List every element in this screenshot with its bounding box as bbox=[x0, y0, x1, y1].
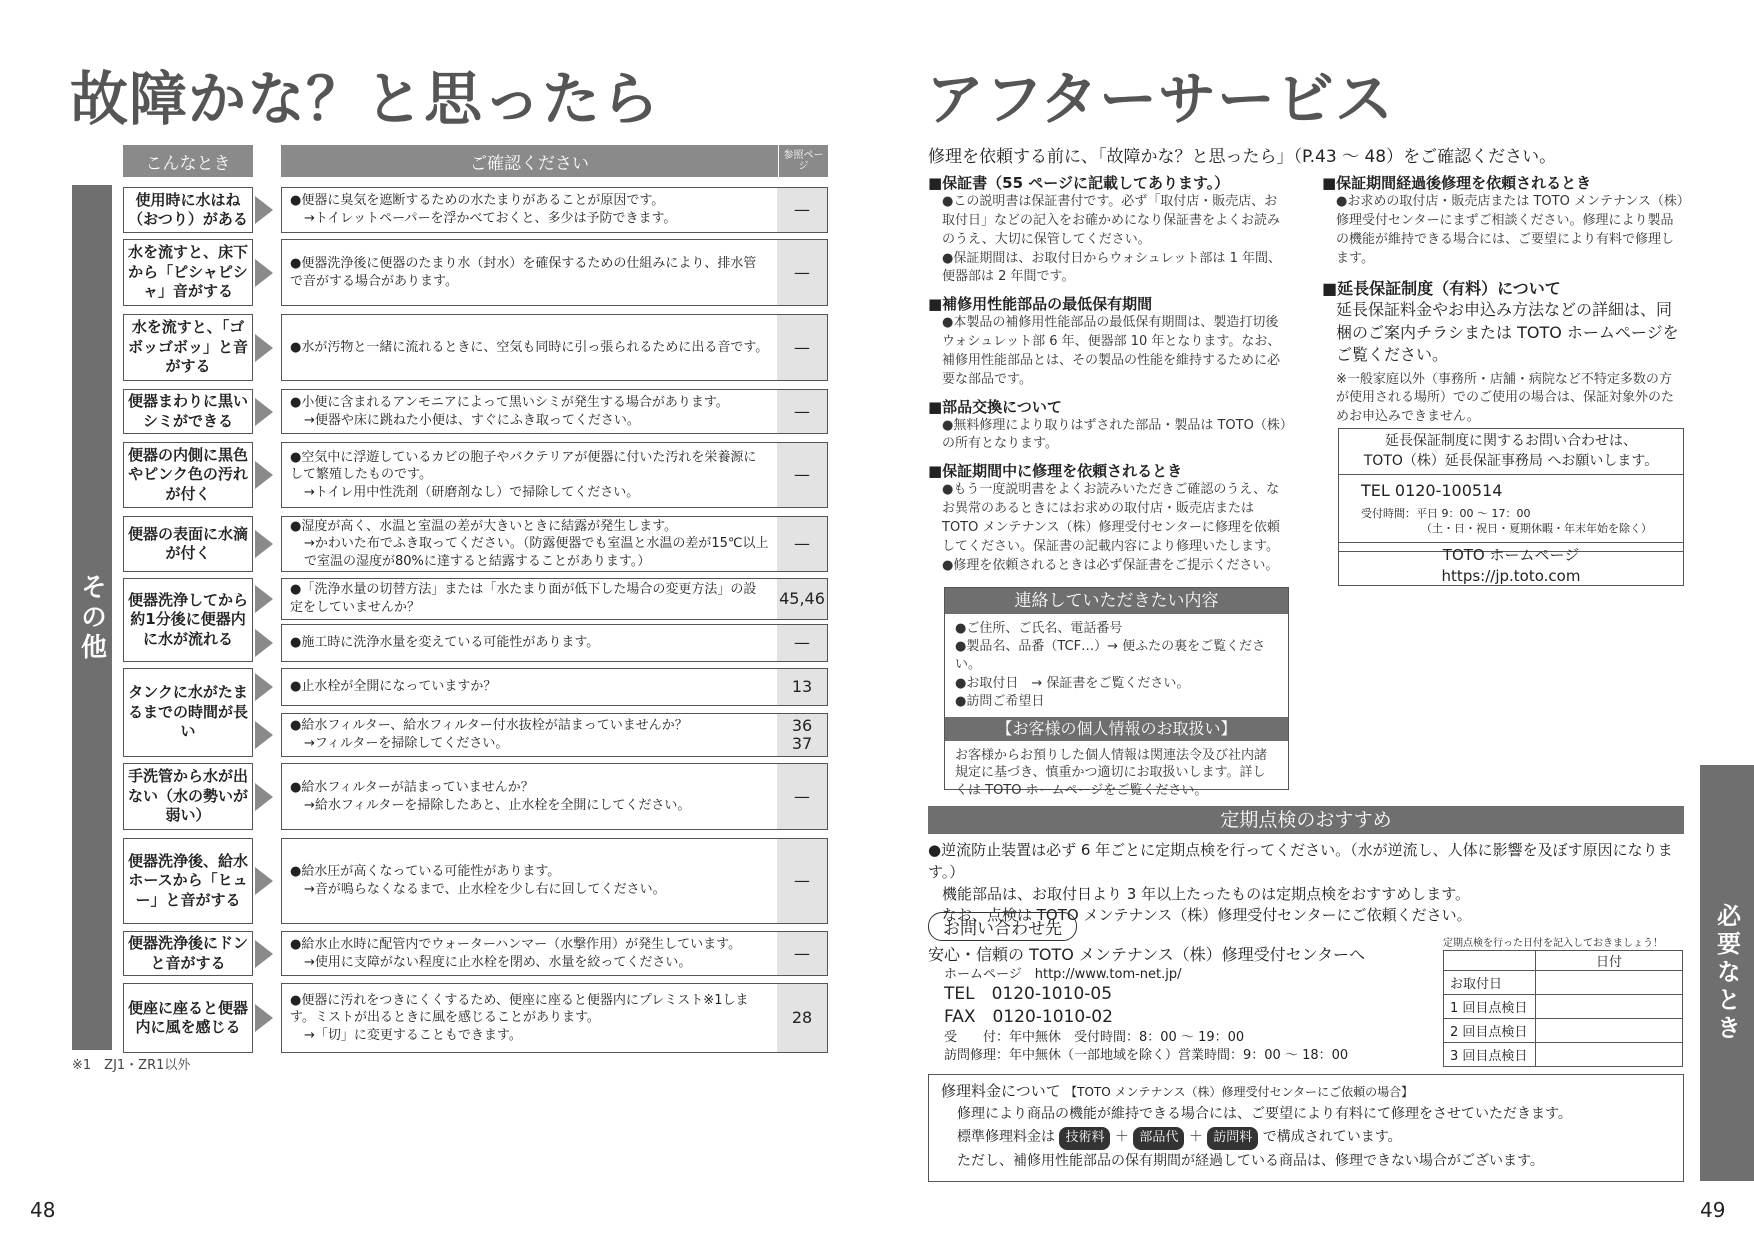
fee-pill-tech: 技術料 bbox=[1059, 1127, 1110, 1150]
check-line: →フィルターを掃除してください。 bbox=[304, 736, 509, 751]
check-line: →給水フィルターを掃除したあと、止水栓を全開にしてください。 bbox=[304, 797, 691, 813]
arrow-right-icon bbox=[255, 1004, 273, 1032]
reference-page: 36 37 bbox=[777, 714, 827, 756]
check-row bbox=[281, 442, 828, 508]
check-line: →使用に支障がない程度に止水栓を閉め、水量を絞ってください。 bbox=[304, 954, 692, 970]
ext-box-line: 延長保証制度に関するお問い合わせは、 bbox=[1385, 433, 1637, 449]
trouble-case: 便器まわりに黒いシミができる bbox=[123, 389, 253, 434]
reference-page: — bbox=[777, 188, 827, 232]
parts-period-text: ●本製品の補修用性能部品の最低保有期間は、製造打切後ウォシュレット部 6 年、便器部 10 年となります。なお、補修用性能部品とは、その製品の性能を維持するために必要な部品です。 bbox=[942, 315, 1281, 387]
check-line: ●便器洗浄後に便器のたまり水（封水）を確保するための仕組みにより、排水管で音がする場合があります。 bbox=[290, 255, 757, 289]
warranty-line: ●保証期間は、お取付日からウォシュレット部は 1 年間、便器部は 2 年間です。 bbox=[942, 250, 1281, 285]
trouble-case: 使用時に水はね（おつり）がある bbox=[123, 187, 253, 233]
table-row-input[interactable] bbox=[1536, 1043, 1683, 1067]
reference-page: — bbox=[777, 240, 827, 305]
fee-formula: 標準修理料金は 技術料 ＋ 部品代 ＋ 訪問料 で構成されています。 bbox=[941, 1126, 1671, 1150]
contact-item: ●製品名、品番（TCF…）→ 便ふたの裏をご覧ください。 bbox=[955, 639, 1266, 673]
reference-page: 13 bbox=[777, 669, 827, 705]
privacy-text: お客様からお預りした個人情報は関連法令及び社内諸規定に基づき、慎重かつ適切にお取扱いします。詳しくは TOTO ホームページをご覧ください。 bbox=[955, 747, 1268, 799]
trouble-case: 手洗管から水が出ない（水の勢いが弱い） bbox=[123, 763, 253, 830]
trouble-case: タンクに水がたまるまでの時間が長い bbox=[123, 668, 253, 757]
ext-box-header bbox=[1339, 429, 1683, 475]
inquiry-fax: FAX 0120-1010-02 bbox=[944, 1007, 1113, 1028]
page-number-right: 49 bbox=[1700, 1198, 1726, 1222]
reference-page: — bbox=[777, 443, 827, 507]
arrow-right-icon bbox=[255, 530, 273, 558]
check-text bbox=[282, 839, 777, 923]
ext-hours-line: 受付時間：平日 9：00 ～ 17：00 bbox=[1361, 506, 1531, 520]
ext-box-line: TOTO（株）延長保証事務局 へお願いします。 bbox=[1363, 453, 1659, 470]
check-row bbox=[281, 239, 828, 306]
check-text bbox=[282, 625, 777, 661]
inspection-line: 機能部品は、お取付日より 3 年以上たったものは定期点検をおすすめします。 bbox=[942, 884, 1471, 903]
arrow-right-icon bbox=[255, 398, 273, 426]
arrow-right-icon bbox=[255, 673, 273, 701]
check-row bbox=[281, 516, 828, 572]
check-text bbox=[282, 315, 777, 380]
inspection-line: なお、点検は TOTO メンテナンス（株）修理受付センターにご依頼ください。 bbox=[942, 906, 1472, 925]
check-text bbox=[282, 390, 777, 433]
trouble-case: 便座に座ると便器内に風を感じる bbox=[123, 983, 253, 1053]
check-line: ●施工時に洗浄水量を変えている可能性があります。 bbox=[290, 635, 600, 651]
repair-line: ●修理を依頼されるときは必ず保証書をご提示ください。 bbox=[942, 557, 1279, 573]
arrow-right-icon bbox=[255, 783, 273, 811]
check-row bbox=[281, 838, 828, 924]
after-warranty-title: ■保証期間経過後修理を依頼されるとき bbox=[1322, 174, 1592, 192]
inquiry-homepage[interactable]: ホームページ http://www.tom-net.jp/ bbox=[944, 966, 1182, 982]
extended-warranty-box bbox=[1338, 428, 1684, 552]
check-row bbox=[281, 931, 828, 976]
extended-warranty-text: 延長保証料金やお申込み方法などの詳細は、同梱のご案内チラシまたは TOTO ホームページをご覧ください。 bbox=[1336, 300, 1679, 365]
check-line: →かわいた布でふき取ってください。（防露便器でも室温と水温の差が15℃以上で室温の湿度が80%に達すると結露することがあります。） bbox=[304, 536, 769, 569]
check-line: ●空気中に浮遊しているカビの胞子やバクテリアが便器に付いた汚れを栄養源にして繁殖したものです。 bbox=[290, 449, 757, 483]
check-text bbox=[282, 764, 777, 829]
arrow-right-icon bbox=[255, 461, 273, 489]
fee-subtitle: 【TOTO メンテナンス（株）修理受付センターにご依頼の場合】 bbox=[1065, 1085, 1414, 1099]
reference-page: 45,46 bbox=[777, 579, 827, 619]
homepage-box bbox=[1338, 542, 1684, 586]
check-line: ●小便に含まれるアンモニアによって黒いシミが発生する場合があります。 bbox=[290, 394, 729, 410]
table-row-label: 1 回目点検日 bbox=[1444, 995, 1536, 1019]
inquiry-hours: 受 付：年中無休 受付時間：8：00 ～ 19：00 bbox=[944, 1030, 1245, 1046]
trouble-case: 便器の内側に黒色やピンク色の汚れが付く bbox=[123, 442, 253, 508]
arrow-right-icon bbox=[255, 585, 273, 613]
check-text bbox=[282, 714, 777, 756]
homepage-label: TOTO ホームページ bbox=[1442, 546, 1580, 564]
arrow-right-icon bbox=[255, 629, 273, 657]
check-row bbox=[281, 389, 828, 434]
extended-warranty-title: ■延長保証制度（有料）について bbox=[1322, 279, 1561, 299]
check-row bbox=[281, 763, 828, 830]
check-line: →「切」に変更することもできます。 bbox=[304, 1027, 522, 1043]
warranty-line: ●この説明書は保証書付です。必ず「取付店・販売店、お取付日」などの記入をお確かめになり保証書をよくお読みのうえ、大切に保管してください。 bbox=[942, 194, 1281, 247]
table-row-input[interactable] bbox=[1536, 971, 1683, 995]
trouble-case: 便器の表面に水滴が付く bbox=[123, 516, 253, 572]
fee-title: 修理料金について bbox=[941, 1082, 1061, 1100]
arrow-right-icon bbox=[255, 867, 273, 895]
check-line: ●「洗浄水量の切替方法」または「水たまり面が低下した場合の変更方法」の設定をしていませんか？ bbox=[290, 582, 757, 615]
reference-page: — bbox=[777, 839, 827, 923]
check-text bbox=[282, 669, 777, 705]
col-header-check: ご確認ください bbox=[281, 145, 778, 177]
arrow-right-icon bbox=[255, 259, 273, 287]
check-line: ●給水止水時に配管内でウォーターハンマー（水撃作用）が発生しています。 bbox=[290, 936, 742, 952]
inspection-line: ●逆流防止装置は必ず 6 年ごとに定期点検を行ってください。（水が逆流し、人体に影響を及ぼす原因になります。） bbox=[928, 841, 1673, 881]
check-row bbox=[281, 668, 828, 706]
ext-tel: TEL 0120-100514 bbox=[1361, 480, 1503, 500]
table-row-input[interactable] bbox=[1536, 995, 1683, 1019]
check-line: ●給水圧が高くなっている可能性があります。 bbox=[290, 864, 561, 880]
check-line: ●給水フィルター、給水フィルター付水抜栓が詰まっていませんか？ bbox=[290, 718, 688, 734]
col-header-case: こんなとき bbox=[123, 145, 253, 177]
check-row bbox=[281, 187, 828, 233]
repair-in-warranty-title: ■保証期間中に修理を依頼されるとき bbox=[928, 462, 1183, 481]
check-line: →トイレ用中性洗剤（研磨剤なし）で掃除してください。 bbox=[304, 484, 640, 500]
table-row-input[interactable] bbox=[1536, 1019, 1683, 1043]
reference-page: — bbox=[777, 315, 827, 380]
check-row bbox=[281, 713, 828, 757]
privacy-title: 【お客様の個人情報のお取扱い】 bbox=[945, 717, 1288, 741]
intro-text: 修理を依頼する前に、「故障かな？と思ったら」（P.43 ～ 48）をご確認ください。 bbox=[928, 147, 1557, 167]
table-corner bbox=[1444, 951, 1536, 971]
page-title-left: 故障かな？と思ったら bbox=[70, 65, 661, 133]
contact-box bbox=[944, 587, 1289, 799]
repair-in-warranty-text bbox=[928, 481, 1290, 575]
contact-list bbox=[945, 614, 1288, 717]
check-text bbox=[282, 443, 777, 507]
inquiry-head: 安心・信頼の TOTO メンテナンス（株）修理受付センターへ bbox=[928, 945, 1365, 964]
check-row bbox=[281, 624, 828, 662]
trouble-case: 便器洗浄してから約1分後に便器内に水が流れる bbox=[123, 578, 253, 662]
after-warranty-text: ●お求めの取付店・販売店または TOTO メンテナンス（株）修理受付センターにまずご相談ください。修理により製品の機能が維持できる場合には、ご要望により有料で修理します。 bbox=[1336, 194, 1684, 266]
footnote: ※1 ZJ1・ZR1以外 bbox=[72, 1058, 191, 1073]
arrow-right-icon bbox=[255, 721, 273, 749]
check-row bbox=[281, 983, 828, 1053]
contact-item: ●訪問ご希望日 bbox=[955, 693, 1045, 709]
contact-item: ●ご住所、ご氏名、電話番号 bbox=[955, 621, 1123, 636]
check-text bbox=[282, 579, 777, 619]
table-row-label: 3 回目点検日 bbox=[1444, 1043, 1536, 1067]
repair-line: ●もう一度説明書をよくお読みいただきご確認のうえ、なお異常のあるときにはお求めの取付店・販売店または TOTO メンテナンス（株）修理受付センターに修理を依頼してください。保証書の記載内容により修理いたします。 bbox=[942, 482, 1280, 554]
arrow-right-icon bbox=[255, 334, 273, 362]
inquiry-label: お問い合わせ先 bbox=[928, 912, 1077, 941]
inquiry-tel: TEL 0120-1010-05 bbox=[944, 984, 1113, 1005]
contact-item: ●お取付日 → 保証書をご覧ください。 bbox=[955, 675, 1190, 691]
sidebar-necessary: 必要なとき bbox=[1700, 765, 1754, 1181]
fee-pill-visit: 訪問料 bbox=[1207, 1127, 1258, 1150]
homepage-url[interactable]: https://jp.toto.com bbox=[1441, 567, 1581, 585]
extended-warranty-note: ※一般家庭以外（事務所・店舗・病院など不特定多数の方が使用される場所）でのご使用の場合は、保証対象外のためお申込みできません。 bbox=[1336, 371, 1675, 425]
trouble-case: 水を流すと、床下から「ピシャピシャ」音がする bbox=[123, 239, 253, 306]
fee-std-label: 標準修理料金は bbox=[957, 1128, 1055, 1145]
check-row bbox=[281, 314, 828, 381]
inspection-table-caption: 定期点検を行った日付を記入しておきましょう！ bbox=[1443, 938, 1663, 949]
table-row-label: 2 回目点検日 bbox=[1444, 1019, 1536, 1043]
arrow-right-icon bbox=[255, 940, 273, 968]
ext-hours bbox=[1339, 506, 1683, 537]
reference-page: — bbox=[777, 625, 827, 661]
table-row-label: お取付日 bbox=[1444, 971, 1536, 995]
warranty-title: ■保証書（55 ページに記載してあります。） bbox=[928, 174, 1230, 192]
inquiry-visit: 訪問修理：年中無休（一部地域を除く）営業時間：9：00 ～ 18：00 bbox=[944, 1047, 1349, 1063]
check-text bbox=[282, 188, 777, 232]
check-line: ●便器に臭気を遮断するための水たまりがあることが原因です。 bbox=[290, 193, 665, 209]
check-line: ●給水フィルターが詰まっていませんか？ bbox=[290, 779, 534, 795]
check-line: →便器や床に跳ねた小便は、すぐにふき取ってください。 bbox=[304, 412, 640, 428]
fee-pill-parts: 部品代 bbox=[1133, 1127, 1184, 1150]
check-text bbox=[282, 517, 777, 571]
reference-page: — bbox=[777, 517, 827, 571]
trouble-case: 便器洗浄後、給水ホースから「ヒュー」と音がする bbox=[123, 838, 253, 924]
check-row bbox=[281, 578, 828, 620]
parts-exchange-title: ■部品交換について bbox=[928, 397, 1062, 416]
fee-tail: で構成されています。 bbox=[1262, 1128, 1402, 1145]
trouble-case: 便器洗浄後にドンと音がする bbox=[123, 931, 253, 976]
reference-page: 28 bbox=[777, 984, 827, 1052]
check-text bbox=[282, 240, 777, 305]
reference-page: — bbox=[777, 764, 827, 829]
check-line: →トイレットペーパーを浮かべておくと、多少は予防できます。 bbox=[304, 211, 677, 226]
reference-page: — bbox=[777, 390, 827, 433]
inquiry-block bbox=[928, 944, 1388, 1064]
left-column bbox=[928, 172, 1290, 576]
contact-title: 連絡していただきたい内容 bbox=[945, 588, 1288, 614]
ext-hours-line: （土・日・祝日・夏期休暇・年末年始を除く） bbox=[1421, 521, 1652, 535]
check-line: ●便器に汚れをつきにくくするため、便座に座ると便器内にプレミスト※1します。ミストが出るときに風を感じることがあります。 bbox=[290, 992, 749, 1026]
right-column bbox=[1322, 172, 1684, 427]
sidebar-other: その他 bbox=[72, 185, 112, 1050]
check-line: ●水が汚物と一緒に流れるときに、空気も同時に引っ張られるために出る音です。 bbox=[290, 339, 769, 355]
parts-period-title: ■補修用性能部品の最低保有期間 bbox=[928, 295, 1153, 314]
check-text bbox=[282, 984, 777, 1052]
check-line: →音が鳴らなくなるまで、止水栓を少し右に回してください。 bbox=[304, 882, 666, 897]
reference-page: — bbox=[777, 932, 827, 975]
trouble-case: 水を流すと、「ゴボッゴボッ」と音がする bbox=[123, 314, 253, 381]
page-title-right: アフターサービス bbox=[926, 65, 1394, 133]
fee-box bbox=[928, 1074, 1684, 1182]
inspection-title: 定期点検のおすすめ bbox=[928, 806, 1684, 834]
inspection-table bbox=[1443, 950, 1683, 1067]
warranty-text bbox=[928, 193, 1290, 287]
arrow-right-icon bbox=[255, 196, 273, 224]
fee-line3: ただし、補修用性能部品の保有期間が経過している商品は、修理できない場合がございます。 bbox=[957, 1152, 1544, 1169]
check-text bbox=[282, 932, 777, 975]
parts-exchange-text: ●無料修理により取りはずされた部品・製品は TOTO（株）の所有となります。 bbox=[942, 417, 1287, 452]
fee-line1: 修理により商品の機能が維持できる場合には、ご要望により有料にて修理をさせていただきます。 bbox=[957, 1106, 1572, 1123]
table-head-date: 日付 bbox=[1536, 951, 1683, 971]
page-number-left: 48 bbox=[30, 1198, 56, 1222]
col-header-page: 参照ページ bbox=[779, 145, 828, 177]
check-line: ●止水栓が全開になっていますか？ bbox=[290, 679, 497, 695]
check-line: ●湿度が高く、水温と室温の差が大きいときに結露が発生します。 bbox=[290, 518, 678, 534]
